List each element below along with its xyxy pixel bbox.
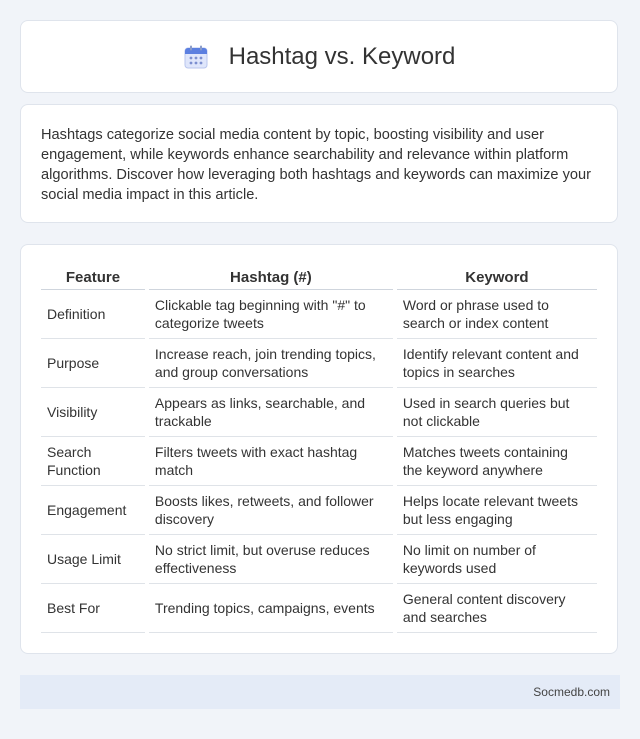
row-feature-cell: Engagement	[41, 486, 145, 535]
footer	[20, 675, 620, 709]
row-hashtag-cell: Trending topics, campaigns, events	[149, 584, 393, 633]
row-hashtag-cell: No strict limit, but overuse reduces effectiveness	[149, 535, 393, 584]
row-keyword-cell: No limit on number of keywords used	[397, 535, 597, 584]
table-row	[41, 486, 597, 535]
footer-site-name: Socmedb.com	[533, 685, 610, 699]
row-feature-cell: Visibility	[41, 388, 145, 437]
table-row	[41, 535, 597, 584]
column-header-hashtag: Hashtag (#)	[149, 265, 393, 290]
title-card	[20, 20, 618, 93]
table-row	[41, 388, 597, 437]
row-feature-cell: Purpose	[41, 339, 145, 388]
row-feature-cell: Usage Limit	[41, 535, 145, 584]
row-feature-cell: Search Function	[41, 437, 145, 486]
table-row	[41, 584, 597, 633]
row-feature-cell: Definition	[41, 290, 145, 339]
comparison-table	[37, 265, 601, 633]
row-keyword-cell: General content discovery and searches	[397, 584, 597, 633]
row-keyword-cell: Used in search queries but not clickable	[397, 388, 597, 437]
row-hashtag-cell: Clickable tag beginning with "#" to categorize tweets	[149, 290, 393, 339]
row-hashtag-cell: Appears as links, searchable, and trackable	[149, 388, 393, 437]
table-header-row	[41, 265, 597, 290]
intro-paragraph: Hashtags categorize social media content by topic, boosting visibility and user engagement, while keywords enhance searchability and relevance within platform algorithms. Discover how leveraging both hashtags and keywords can maximize your social media impact in this article.	[41, 127, 591, 203]
row-feature-cell: Best For	[41, 584, 145, 633]
table-card	[20, 244, 618, 654]
row-keyword-cell: Helps locate relevant tweets but less engaging	[397, 486, 597, 535]
table-row	[41, 437, 597, 486]
row-keyword-cell: Identify relevant content and topics in searches	[397, 339, 597, 388]
calendar-icon	[183, 44, 209, 70]
row-hashtag-cell: Boosts likes, retweets, and follower discovery	[149, 486, 393, 535]
row-hashtag-cell: Filters tweets with exact hashtag match	[149, 437, 393, 486]
row-keyword-cell: Matches tweets containing the keyword anywhere	[397, 437, 597, 486]
column-header-feature: Feature	[41, 265, 145, 290]
intro-card	[20, 104, 618, 223]
row-hashtag-cell: Increase reach, join trending topics, and group conversations	[149, 339, 393, 388]
page-title: Hashtag vs. Keyword	[228, 42, 456, 70]
table-row	[41, 339, 597, 388]
row-keyword-cell: Word or phrase used to search or index content	[397, 290, 597, 339]
title-wrap	[183, 43, 456, 71]
column-header-keyword: Keyword	[397, 265, 597, 290]
table-row	[41, 290, 597, 339]
